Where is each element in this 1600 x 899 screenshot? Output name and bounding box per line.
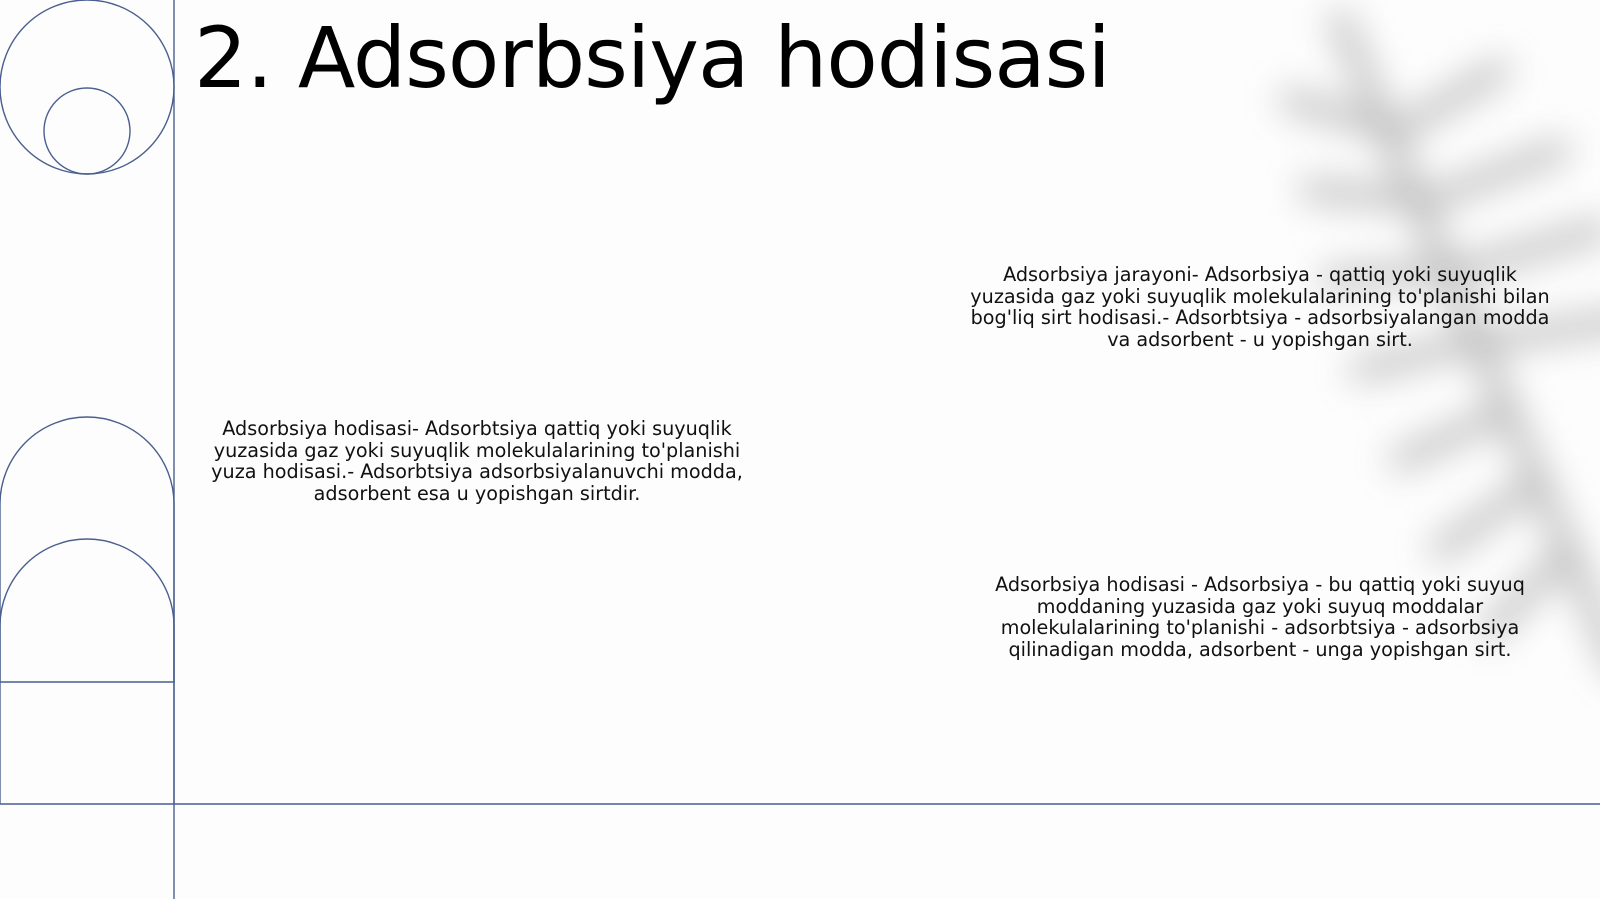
lower-arch — [0, 539, 174, 682]
upper-arch — [0, 417, 174, 804]
small-circle — [44, 88, 130, 174]
large-circle — [0, 0, 174, 174]
slide-title: 2. Adsorbsiya hodisasi — [194, 9, 1110, 107]
text-block-left: Adsorbsiya hodisasi- Adsorbtsiya qattiq yoki suyuqlik yuzasida gaz yoki suyuqlik molekulalarining to'planishi yuza hodisasi.- Adsorbtsiya adsorbsiyalanuvchi modda, adsorbent esa u yopishgan sirtdir. — [211, 417, 743, 505]
text-block-bottom-right: Adsorbsiya hodisasi - Adsorbsiya - bu qattiq yoki suyuq moddaning yuzasida gaz yoki suyuq moddalar molekulalarining to'planishi - adsorbtsiya - adsorbsiya qilinadigan modda, adsorbent - unga yopishgan sirt. — [995, 573, 1525, 661]
text-block-top-right: Adsorbsiya jarayoni- Adsorbsiya - qattiq yoki suyuqlik yuzasida gaz yoki suyuqlik molekulalarining to'planishi bilan bog'liq sirt hodisasi.- Adsorbtsiya - adsorbsiyalangan modda va adsorbent - u yopishgan sirt. — [970, 263, 1550, 351]
